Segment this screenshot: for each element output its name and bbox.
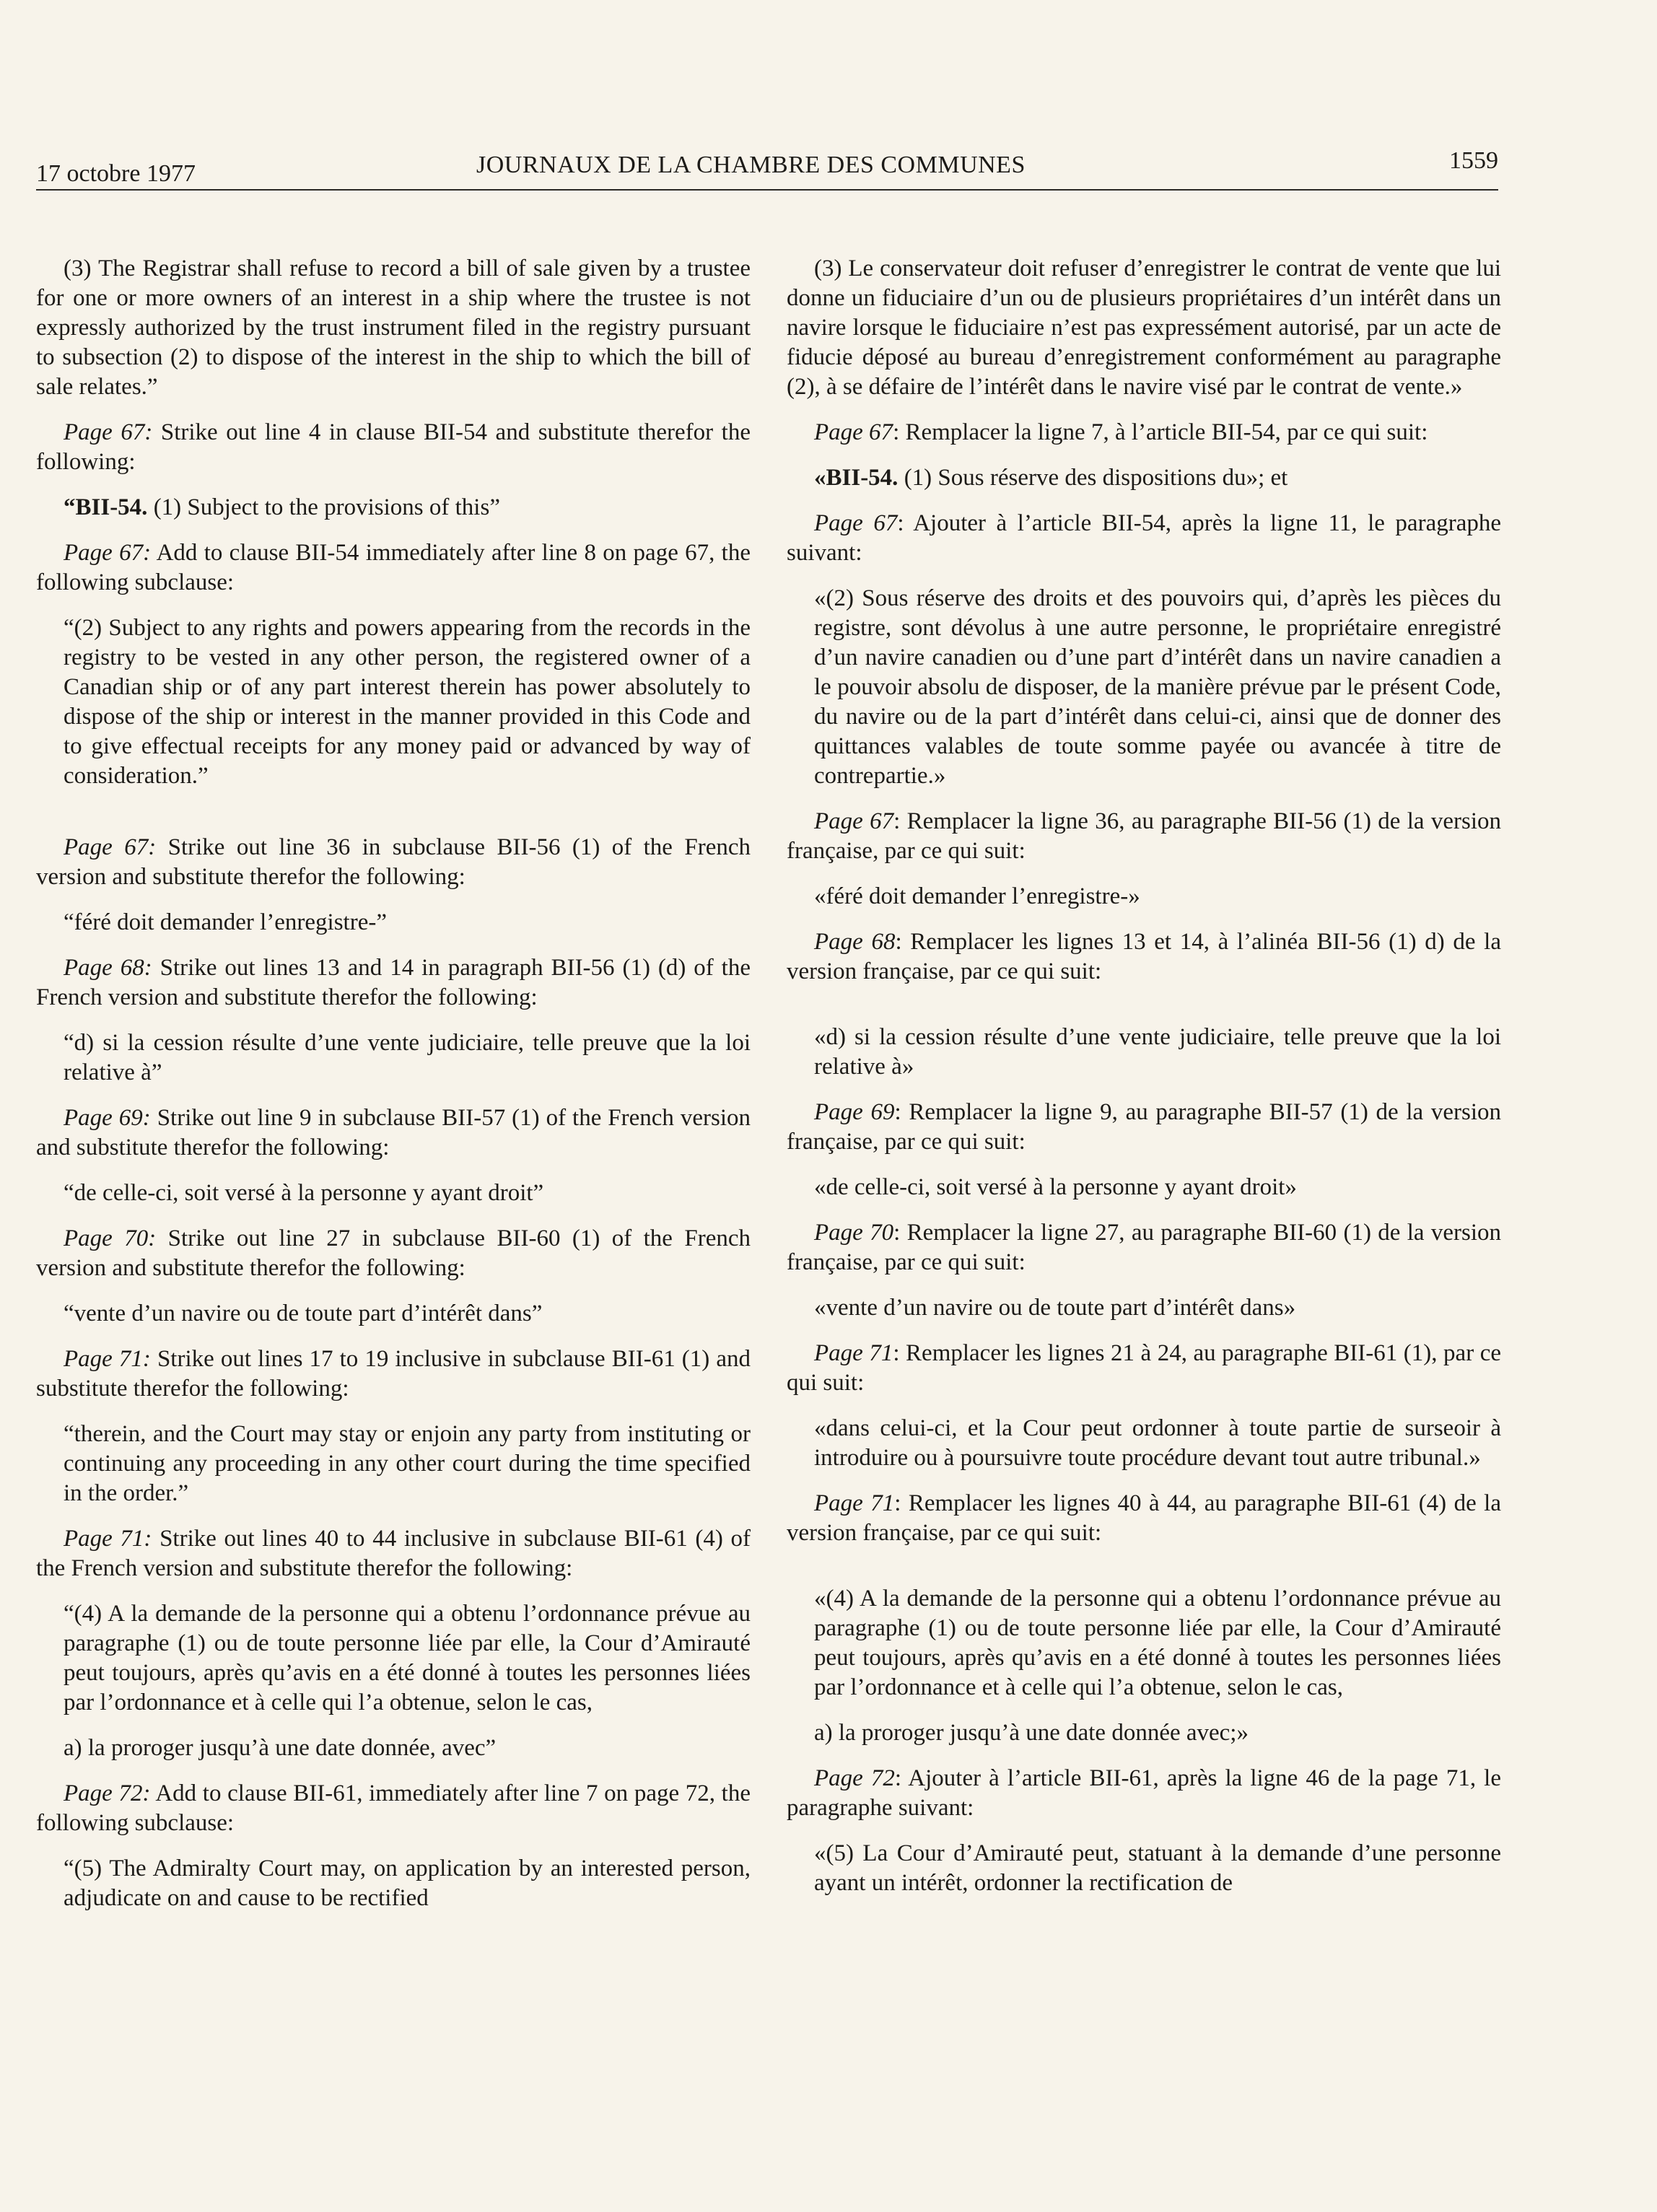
header-journal-title: JOURNAUX DE LA CHAMBRE DES COMMUNES [476, 152, 1026, 178]
instruction-text: Strike out line 4 in clause BII-54 and substitute therefor the following: [36, 419, 751, 475]
header-page-number: 1559 [1449, 147, 1498, 174]
page-reference: Page 67 [814, 808, 894, 834]
clause-text: (1) Subject to the provisions of this” [153, 494, 500, 520]
page-reference: Page 68 [814, 929, 896, 955]
amendment-instruction [787, 1764, 1501, 1823]
amendment-instruction [36, 1224, 751, 1283]
page-reference: Page 72: [64, 1780, 151, 1806]
amendment-text: “féré doit demander l’enregistre-” [64, 909, 387, 935]
amendment-text: «(2) Sous réserve des droits et des pouvoirs qui, d’après les pièces du registre, sont dévolus à une autre personne, le propriétaire enregistré d’un navire canadien ou d’une part d’intérêt dans un navire canadien a le pouvoir absolu de disposer, de la manière prévue par le présent Code, du navire ou de la part d’intérêt dans celui-ci, ainsi que de donner des quittances valables de toute somme payée ou avancée à titre de contrepartie.» [814, 585, 1501, 789]
amendment-instruction [36, 1345, 751, 1404]
instruction-text: : Remplacer la ligne 36, au paragraphe BII-56 (1) de la version française, par ce qui suit: [787, 808, 1501, 864]
page-reference: Page 71 [814, 1490, 895, 1516]
amendment-text [64, 493, 751, 523]
page-reference: Page 71 [814, 1340, 893, 1366]
amendment-text-continued: a) la proroger jusqu’à une date donnée avec;» [814, 1720, 1249, 1746]
header-date: 17 octobre 1977 [36, 160, 196, 187]
amendment-text: «de celle-ci, soit versé à la personne y ayant droit» [814, 1174, 1297, 1200]
amendment-instruction [36, 833, 751, 892]
page-reference: Page 68: [64, 955, 152, 981]
clause-number: “BII-54. [64, 494, 148, 520]
page-reference: Page 69 [814, 1099, 895, 1125]
amendment-text: «féré doit demander l’enregistre-» [814, 883, 1140, 909]
instruction-text: : Remplacer la ligne 9, au paragraphe BII-57 (1) de la version française, par ce qui suit: [787, 1099, 1501, 1155]
amendment-instruction [36, 1524, 751, 1583]
page-reference: Page 71: [64, 1346, 151, 1372]
amendment-instruction [36, 418, 751, 477]
instruction-text: Strike out lines 40 to 44 inclusive in subclause BII-61 (4) of the French version and substitute therefor the following: [36, 1526, 751, 1581]
amendment-instruction [787, 1218, 1501, 1277]
amendment-instruction [787, 418, 1501, 447]
page-reference: Page 67: [64, 834, 157, 860]
instruction-text: : Remplacer les lignes 21 à 24, au paragraphe BII-61 (1), par ce qui suit: [787, 1340, 1502, 1396]
amendment-instruction [36, 953, 751, 1013]
amendment-text: “(2) Subject to any rights and powers appearing from the records in the registry to be vested in any other person, the registered owner of a Canadian ship or of any part interest therein has power absolutely to dispose of the ship or interest in the manner provided in this Code and to give effectual receipts for any money paid or advanced by way of consideration.” [64, 615, 751, 789]
instruction-text: : Ajouter à l’article BII-61, après la ligne 46 de la page 71, le paragraphe suivant: [787, 1765, 1501, 1821]
clause-text: (1) Sous réserve des dispositions du»; et [904, 465, 1288, 491]
instruction-text: Add to clause BII-61, immediately after line 7 on page 72, the following subclause: [36, 1780, 751, 1836]
clause-number: «BII-54. [814, 465, 899, 491]
amendment-instruction [787, 807, 1501, 866]
amendment-text [814, 463, 1501, 493]
amendment-text: «(5) La Cour d’Amirauté peut, statuant à la demande d’une personne ayant un intérêt, ordonner la rectification de [814, 1840, 1501, 1896]
amendment-instruction [36, 538, 751, 598]
instruction-text: Strike out line 36 in subclause BII-56 (1) of the French version and substitute therefor the following: [36, 834, 751, 890]
page-reference: Page 67: [64, 540, 152, 566]
page-reference: Page 71: [64, 1526, 152, 1552]
instruction-text: Strike out lines 13 and 14 in paragraph BII-56 (1) (d) of the French version and substitute therefor the following: [36, 955, 751, 1010]
amendment-instruction [787, 1098, 1501, 1157]
page-reference: Page 72 [814, 1765, 895, 1791]
amendment-instruction [36, 1779, 751, 1838]
amendment-text: «(4) A la demande de la personne qui a obtenu l’ordonnance prévue au paragraphe (1) ou de toute personne liée par elle, la Cour d’Amirauté peut toujours, après qu’avis en a été donné à toutes les personnes liées par l’ordonnance et à celle qui l’a obtenue, selon le cas, [814, 1586, 1501, 1700]
english-column [36, 254, 751, 1929]
paragraph: (3) The Registrar shall refuse to record a bill of sale given by a trustee for one or more owners of an interest in a ship where the trustee is not expressly authorized by the trust instrument filed in the registry pursuant to subsection (2) to dispose of the interest in the ship to which the bill of sale relates.” [36, 255, 751, 400]
amendment-instruction [787, 927, 1501, 987]
paragraph: (3) Le conservateur doit refuser d’enregistrer le contrat de vente que lui donne un fiduciaire d’un ou de plusieurs propriétaires d’un intérêt dans un navire lorsque le fiduciaire n’est pas expressément autorisé, par un acte de fiducie déposé au bureau d’enregistrement conformément au paragraphe (2), à se défaire de l’intérêt dans le navire visé par le contrat de vente.» [787, 255, 1501, 400]
amendment-text: «d) si la cession résulte d’une vente judiciaire, telle preuve que la loi relative à» [814, 1024, 1501, 1080]
amendment-text: “therein, and the Court may stay or enjoin any party from instituting or continuing any proceeding in any other court during the time specified in the order.” [64, 1421, 751, 1506]
instruction-text: Strike out line 9 in subclause BII-57 (1) of the French version and substitute therefor the following: [36, 1105, 751, 1160]
french-column [787, 254, 1501, 1914]
amendment-text: “de celle-ci, soit versé à la personne y ayant droit” [64, 1180, 544, 1206]
page-reference: Page 70 [814, 1220, 894, 1246]
amendment-text: “(4) A la demande de la personne qui a obtenu l’ordonnance prévue au paragraphe (1) ou de toute personne liée par elle, la Cour d’Amirauté peut toujours, après qu’avis en a été donné à toutes les personnes liées par l’ordonnance et à celle qui l’a obtenue, selon le cas, [64, 1601, 751, 1715]
page-reference: Page 70: [64, 1225, 157, 1251]
instruction-text: : Remplacer les lignes 13 et 14, à l’alinéa BII-56 (1) d) de la version française, par ce qui suit: [787, 929, 1501, 984]
page-reference: Page 69: [64, 1105, 151, 1131]
amendment-instruction [36, 1103, 751, 1163]
amendment-instruction [787, 1339, 1501, 1398]
amendment-text: “d) si la cession résulte d’une vente judiciaire, telle preuve que la loi relative à” [64, 1030, 751, 1085]
instruction-text: Strike out lines 17 to 19 inclusive in subclause BII-61 (1) and substitute therefor the following: [36, 1346, 751, 1402]
page-reference: Page 67: [64, 419, 153, 445]
instruction-text: : Remplacer la ligne 7, à l’article BII-54, par ce qui suit: [893, 419, 1428, 445]
instruction-text: : Ajouter à l’article BII-54, après la ligne 11, le paragraphe suivant: [787, 510, 1501, 566]
amendment-text: “(5) The Admiralty Court may, on application by an interested person, adjudicate on and cause to be rectified [64, 1855, 751, 1911]
amendment-text: «dans celui-ci, et la Cour peut ordonner à toute partie de surseoir à introduire ou à poursuivre toute procédure devant tout autre tribunal.» [814, 1415, 1501, 1471]
instruction-text: : Remplacer les lignes 40 à 44, au paragraphe BII-61 (4) de la version française, par ce qui suit: [787, 1490, 1501, 1546]
page-reference: Page 67 [814, 510, 898, 536]
instruction-text: : Remplacer la ligne 27, au paragraphe BII-60 (1) de la version française, par ce qui suit: [787, 1220, 1501, 1275]
page-header [36, 143, 1498, 191]
amendment-text-continued: a) la proroger jusqu’à une date donnée, avec” [64, 1735, 497, 1761]
instruction-text: Strike out line 27 in subclause BII-60 (1) of the French version and substitute therefor the following: [36, 1225, 751, 1281]
instruction-text: Add to clause BII-54 immediately after line 8 on page 67, the following subclause: [36, 540, 751, 595]
amendment-text: «vente d’un navire ou de toute part d’intérêt dans» [814, 1295, 1296, 1321]
page-reference: Page 67 [814, 419, 893, 445]
amendment-instruction [787, 1489, 1501, 1548]
amendment-text: “vente d’un navire ou de toute part d’intérêt dans” [64, 1300, 543, 1326]
amendment-instruction [787, 509, 1501, 568]
